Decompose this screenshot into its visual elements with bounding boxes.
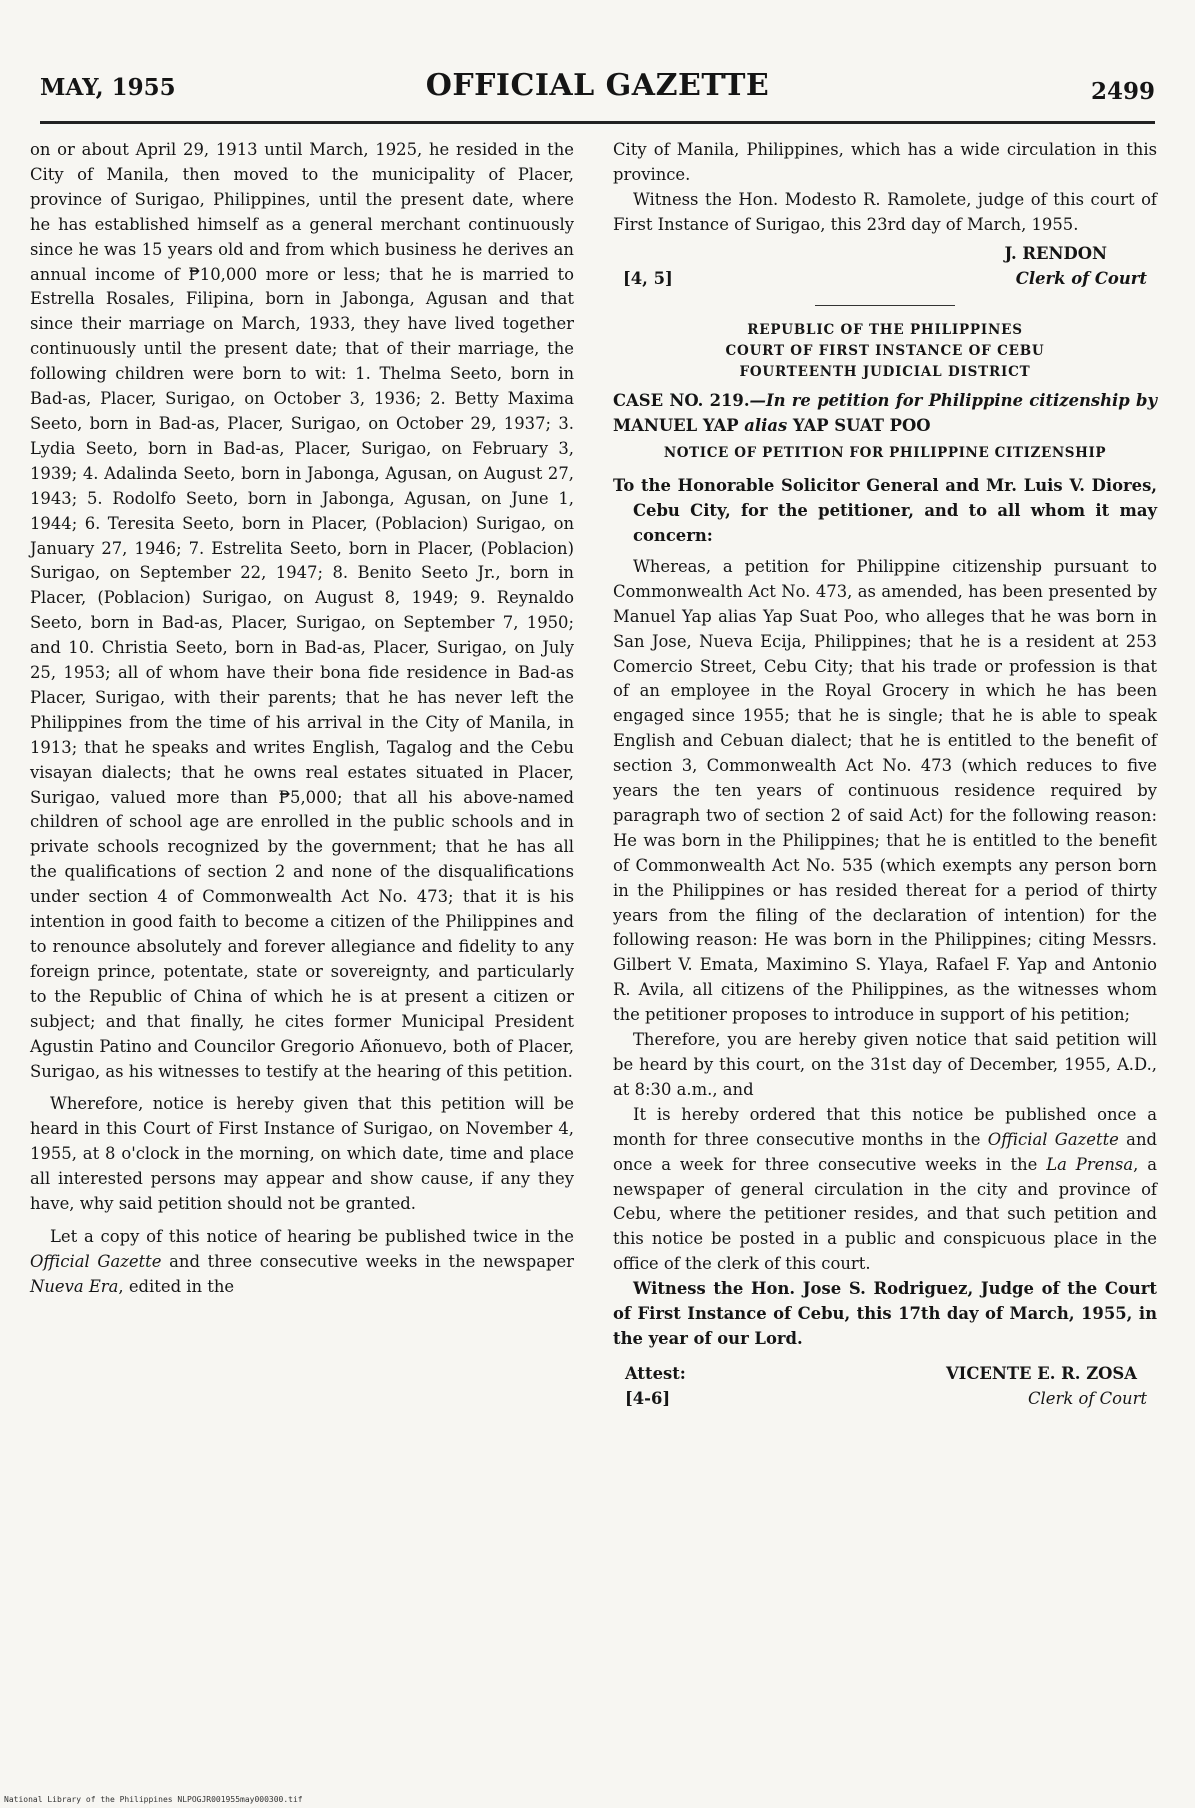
section-divider [815,305,955,306]
publication-text-b: and three consecutive weeks in the newspaper [161,1251,575,1271]
heading-court: COURT OF FIRST INSTANCE OF CEBU [725,343,1045,360]
case-alias: alias [738,416,793,436]
signature-title-1: Clerk of Court [1015,268,1147,288]
case-caption [613,389,1157,439]
order-paragraph [613,1103,1157,1277]
order-text-b: and once a week for three consecutive weeks in the [613,1129,1157,1174]
court-heading [613,320,1157,383]
header-rule [40,121,1155,124]
page-number: 2499 [1090,78,1155,105]
attest-label: Attest: [625,1363,686,1383]
publication-gazette: Official Gazette [30,1251,162,1271]
heading-republic: REPUBLIC OF THE PHILIPPINES [747,322,1023,339]
therefore-paragraph: Therefore, you are hereby given notice that said petition will be heard by this court, on the 31st day of December, 1955, A.D., at 8:30 a.m., and [613,1030,1157,1099]
signature-block-1 [613,267,1157,292]
heading-district: FOURTEENTH JUDICIAL DISTRICT [739,364,1031,381]
case-title: —In re petition for Philippine citizenship by [749,391,1157,411]
circulation-text: City of Manila, Philippines, which has a wide circulation in this province. [613,140,1157,184]
right-column [613,138,1157,1412]
publication-newspaper: Nueva Era [30,1276,119,1296]
publication-paragraph [30,1225,574,1300]
order-newspaper: La Prensa [1046,1154,1134,1174]
header-title: OFFICIAL GAZETTE [425,68,770,103]
case-party-alias: YAP SUAT POO [792,416,931,436]
witness-paragraph-2: Witness the Hon. Jose S. Rodriguez, Judge of the Court of First Instance of Cebu, this 17th day of March, 1955, in the year of our Lord. [613,1279,1157,1348]
whereas-paragraph: Whereas, a petition for Philippine citizenship pursuant to Commonwealth Act No. 473, as amended, has been presented by Manuel Yap alias Yap Suat Poo, who alleges that he was born in San Jose, Nueva Ecija, Philippines; that he is a resident at 253 Comercio Street, Cebu City; that his trade or profession is that of an employee in the Royal Grocery in which he has been engaged since 1955; that he is single; that he is able to speak English and Cebuan dialect; that he is entitled to the benefit of section 3, Commonwealth Act No. 473 (which reduces to five years the ten years of continuous residence required by paragraph two of section 2 of said Act) for the following reason: He was born in the Philippines; that he is entitled to the benefit of Commonwealth Act No. 535 (which exempts any person born in the Philippines or has resided thereat for a period of thirty years from the filing of the declaration of intention) for the following reason: He was born in the Philippines; citing Messrs. Gilbert V. Emata, Maximino S. Ylaya, Rafael F. Yap and Antonio R. Avila, all citizens of the Philippines, as the witnesses whom the petitioner proposes to introduce in support of his petition; [613,556,1157,1025]
signature-title-2: Clerk of Court [1028,1388,1147,1408]
wherefore-paragraph: Wherefore, notice is hereby given that this petition will be heard in this Court of First Instance of Surigao, on November 4, 1955, at 8 o'clock in the morning, on which date, time and place all interested persons may appear and show cause, if any they have, why said petition should not be granted. [30,1094,574,1214]
signature-block-2b [613,1387,1157,1412]
header-date: MAY, 1955 [40,74,176,101]
scan-footer: National Library of the Philippines NLPOGJR001955may000300.tif [4,1795,303,1804]
signature-code-2: [4-6] [625,1388,671,1408]
signature-code-1: [4, 5] [623,268,673,288]
signature-name-2: VICENTE E. R. ZOSA [945,1363,1137,1383]
publication-text-a: Let a copy of this notice of hearing be published twice in the [50,1226,574,1246]
signature-block-2 [613,1362,1157,1387]
case-party: MANUEL YAP [613,416,739,436]
order-text-c: , a newspaper of general circulation in the city and province of Cebu, where the petitioner resides, and that such petition and this notice be posted in a public and conspicuous place in the office of the clerk of this court. [613,1154,1157,1274]
petition-continued-text: on or about April 29, 1913 until March, 1925, he resided in the City of Manila, then moved to the municipality of Placer, province of Surigao, Philippines, until the present date, where he has established himself as a general merchant continuously since he was 15 years old and from which business he derives an annual income of ₱10,000 more or less; that he is married to Estrella Rosales, Filipina, born in Jabonga, Agusan and that since their marriage on March, 1933, they have lived together continuously until the present date; that of their marriage, the following children were born to wit: 1. Thelma Seeto, born in Bad-as, Placer, Surigao, on October 3, 1936; 2. Betty Maxima Seeto, born in Bad-as, Placer, Surigao, on October 29, 1937; 3. Lydia Seeto, born in Bad-as, Placer, Surigao, on February 3, 1939; 4. Adalinda Seeto, born in Jabonga, Agusan, on August 27, 1943; 5. Rodolfo Seeto, born in Jabonga, Agusan, on June 1, 1944; 6. Teresita Seeto, born in Placer, (Poblacion) Surigao, on January 27, 1946; 7. Estrelita Seeto, born in Placer, (Poblacion) Surigao, on September 22, 1947; 8. Benito Seeto Jr., born in Placer, (Poblacion) Surigao, on August 8, 1949; 9. Reynaldo Seeto, born in Bad-as, Placer, Surigao, on September 7, 1950; and 10. Christia Seeto, born in Bad-as, Placer, Surigao, on July 25, 1953; all of whom have their bona fide residence in Bad-as Placer, Surigao, with their parents; that he has never left the Philippines from the time of his arrival in the City of Manila, in 1913; that he speaks and writes English, Tagalog and the Cebu visayan dialects; that he owns real estates situated in Placer, Surigao, valued more than ₱5,000; that all his above-named children of school age are enrolled in the public schools and in private schools recognized by the government; that he has all the qualifications of section 2 and none of the disqualifications under section 4 of Commonwealth Act No. 473; that it is his intention in good faith to become a citizen of the Philippines and to renounce absolutely and forever allegiance and fidelity to any foreign prince, potentate, state or sovereignty, and particularly to the Republic of China of which he is at present a citizen or subject; and that finally, he cites former Municipal President Agustin Patino and Councilor Gregorio Añonuevo, both of Placer, Surigao, as his witnesses to testify at the hearing of this petition. [30,140,574,1081]
order-text-a: It is hereby ordered that this notice be published once a month for three consecutive months in the [613,1104,1157,1149]
address-paragraph: To the Honorable Solicitor General and Mr. Luis V. Diores, Cebu City, for the petitioner, and to all whom it may concern: [613,476,1157,545]
left-column [30,138,574,1300]
publication-text-c: , edited in the [118,1276,235,1296]
page-header [40,68,1155,108]
order-gazette: Official Gazette [987,1129,1119,1149]
signature-name-1: J. RENDON [1004,243,1107,263]
case-number: CASE NO. 219. [613,391,750,411]
witness-paragraph-1: Witness the Hon. Modesto R. Ramolete, judge of this court of First Instance of Surigao, this 23rd day of March, 1955. [613,189,1157,234]
notice-title: NOTICE OF PETITION FOR PHILIPPINE CITIZENSHIP [663,445,1107,462]
